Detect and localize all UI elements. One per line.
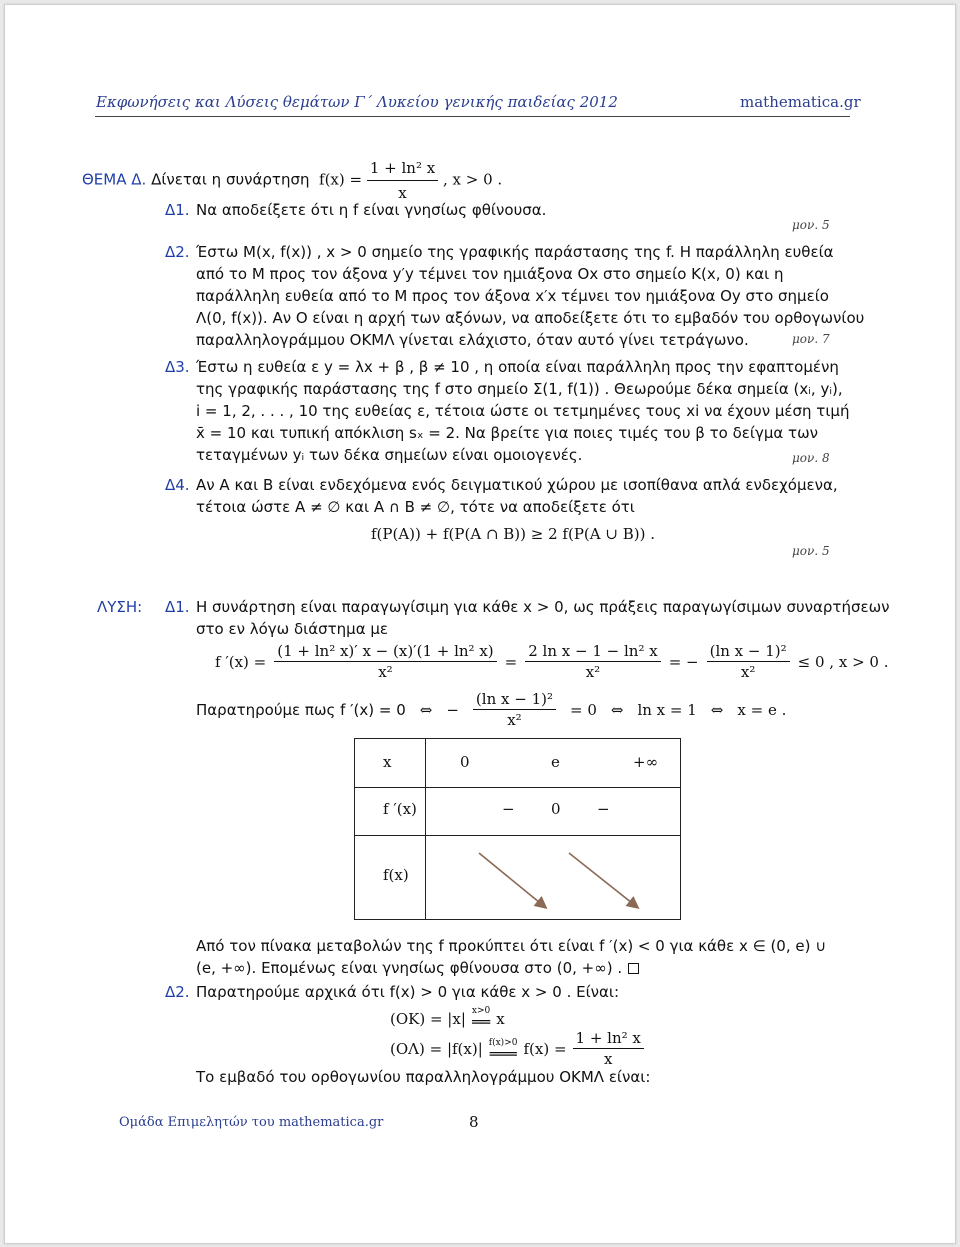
deriv-lhs: f ′(x) = (215, 652, 267, 671)
ol-equation (390, 1029, 644, 1068)
deriv-tail: ≤ 0 , x > 0 . (797, 652, 889, 671)
area-text: Το εμβαδό του ορθογωνίου παραλληλογράμμου OKMΛ είναι: (196, 1068, 651, 1086)
theme-numerator: 1 + ln² x (367, 157, 438, 181)
ol-equals: ═══ (489, 1044, 517, 1063)
d3-points: μον. 8 (792, 451, 830, 465)
obs-mid: = 0 (569, 700, 597, 719)
theme-fx: f(x) = (319, 170, 363, 189)
deriv-num-3: (ln x − 1)² (707, 642, 790, 662)
ol-lhs: (OΛ) = |f(x)| (390, 1039, 483, 1058)
ok-equals: ══ (472, 1013, 491, 1031)
solution-label: ΛΥΣΗ: (97, 598, 143, 616)
deriv-num-1: (1 + ln² x)′ x − (x)′(1 + ln² x) (274, 642, 496, 662)
ok-over-text: x>0 (471, 1006, 491, 1016)
table-x-e: e (551, 753, 560, 771)
theme-statement (82, 157, 502, 204)
page-number: 8 (469, 1113, 479, 1131)
obs-minus: − (446, 700, 459, 719)
decrease-arrow-1 (479, 853, 545, 907)
obs-fraction (473, 690, 556, 729)
table-fprime-zero: 0 (551, 800, 561, 818)
theme-denominator: x (398, 184, 407, 202)
theme-label: ΘΕΜΑ Δ. (82, 170, 147, 189)
ol-overset (488, 1037, 518, 1063)
theme-condition: , x > 0 . (443, 170, 503, 189)
deriv-den-2: x² (585, 663, 601, 681)
decrease-arrow-2 (569, 853, 637, 907)
ok-lhs: (OK) = |x| (390, 1010, 466, 1028)
sol-d2-label: Δ2. (165, 983, 190, 1001)
obs-mid2: ln x = 1 (637, 700, 697, 719)
table-x-label: x (383, 753, 392, 771)
header-title: Εκφωνήσεις και Λύσεις θεμάτων Γ΄ Λυκείου γενικής παιδείας 2012 (96, 93, 618, 111)
d3-line-0: Έστω η ευθεία ε y = λx + β , β ≠ 10 , η οποία είναι παράλληλη προς την εφαπτομένη (196, 358, 839, 376)
deriv-frac-1 (274, 642, 496, 681)
table-f-label: f(x) (383, 866, 409, 884)
d2-line-1: από το M προς τον άξονα y′y τέμνει τον ημιάξονα Ox στο σημείο K(x, 0) και η (196, 265, 784, 283)
obs-iff-1: ⇔ (419, 700, 433, 719)
d2-line-0: Έστω M(x, f(x)) , x > 0 σημείο της γραφικής παράστασης της f. Η παράλληλη ευθεία (196, 243, 834, 261)
page (4, 4, 956, 1244)
ol-den: x (603, 1050, 613, 1068)
deriv-eq: = (504, 652, 518, 671)
table-x-inf: +∞ (633, 753, 659, 771)
d2-points: μον. 7 (792, 332, 830, 346)
after-table-line-0: Από τον πίνακα μεταβολών της f προκύπτει ότι είναι f ′(x) < 0 για κάθε x ∈ (0, e) ∪ (196, 937, 827, 955)
obs-num: (ln x − 1)² (473, 690, 556, 710)
d2-line-4: παραλληλογράμμου OKMΛ γίνεται ελάχιστο, όταν αυτό γίνει τετράγωνο. (196, 331, 749, 349)
table-fprime-sign-1: − (502, 800, 515, 818)
ok-rhs: x (496, 1010, 505, 1028)
ok-overset (471, 1006, 491, 1031)
d3-line-1: της γραφικής παράστασης της f στο σημείο Σ(1, f(1)) . Θεωρούμε δέκα σημεία (xᵢ, yᵢ), (196, 380, 843, 398)
after-table-line-1 (196, 957, 639, 979)
deriv-den-1: x² (378, 663, 393, 681)
d2-label: Δ2. (165, 243, 190, 261)
d2-line-2: παράλληλη ευθεία από το M προς τον άξονα x′x τέμνει τον ημιάξονα Oy στο σημείο (196, 287, 829, 305)
d3-line-4: τεταγμένων yᵢ των δέκα σημείων είναι ομοιογενές. (196, 446, 583, 464)
ol-fraction (573, 1029, 644, 1068)
d3-line-2: i = 1, 2, . . . , 10 της ευθείας ε, τέτοια ώστε οι τετμημένες τους xi να έχουν μέση τιμή (196, 402, 850, 420)
d4-label: Δ4. (165, 476, 190, 494)
ol-mid: f(x) = (523, 1039, 567, 1058)
obs-iff-3: ⇔ (710, 700, 724, 719)
table-x-0: 0 (460, 753, 470, 771)
table-fprime-label: f ′(x) (383, 800, 417, 818)
decrease-arrows (355, 739, 680, 919)
deriv-num-2: 2 ln x − 1 − ln² x (525, 642, 660, 662)
d4-points: μον. 5 (792, 544, 830, 558)
d4-formula: f(P(A)) + f(P(A ∩ B)) ≥ 2 f(P(A ∪ B)) . (371, 525, 655, 543)
d1-points: μον. 5 (792, 218, 830, 232)
footer-team: Ομάδα Επιμελητών του mathematica.gr (119, 1115, 384, 1130)
header-site: mathematica.gr (740, 93, 861, 111)
theme-fraction (367, 157, 438, 204)
obs-iff-2: ⇔ (610, 700, 624, 719)
sol-d1-line-0: Η συνάρτηση είναι παραγωγίσιμη για κάθε x > 0, ως πράξεις παραγωγίσιμων συναρτήσεων (196, 598, 890, 616)
header-rule (95, 116, 850, 117)
d2-line-3: Λ(0, f(x)). Αν O είναι η αρχή των αξόνων, να αποδείξετε ότι το εμβαδόν του ορθογωνίου (196, 309, 865, 327)
deriv-den-3: x² (740, 663, 756, 681)
d4-line-1: τέτοια ώστε A ≠ ∅ και A ∩ B ≠ ∅, τότε να αποδείξετε ότι (196, 498, 635, 516)
d4-line-0: Αν A και B είναι ενδεχόμενα ενός δειγματικού χώρου με ισοπίθανα απλά ενδεχόμενα, (196, 476, 838, 494)
obs-end: x = e . (737, 700, 787, 719)
d1-line-0: Να αποδείξετε ότι η f είναι γνησίως φθίνουσα. (196, 201, 547, 219)
sol-d1-line-1: στο εν λόγω διάστημα με (196, 620, 389, 638)
d3-label: Δ3. (165, 358, 190, 376)
sol-d1-label: Δ1. (165, 598, 190, 616)
observation-line (196, 690, 786, 729)
obs-den: x² (507, 711, 522, 729)
deriv-frac-2 (525, 642, 660, 681)
d3-line-3: x̄ = 10 και τυπική απόκλιση sₓ = 2. Να βρείτε για ποιες τιμές του β το δείγμα των (196, 424, 819, 442)
variation-table (354, 738, 681, 920)
ol-over-text: f(x)>0 (488, 1037, 518, 1048)
deriv-frac-3 (707, 642, 790, 681)
derivative-formula (215, 642, 888, 681)
after-table-line-1-text: (e, +∞). Επομένως είναι γνησίως φθίνουσα στο (0, +∞) . (196, 959, 623, 977)
d1-label: Δ1. (165, 201, 190, 219)
qed-square-icon (628, 963, 639, 974)
ol-num: 1 + ln² x (573, 1029, 644, 1049)
theme-intro: Δίνεται η συνάρτηση (151, 170, 310, 189)
table-fprime-sign-2: − (597, 800, 610, 818)
obs-text: Παρατηρούμε πως f ′(x) = 0 (196, 700, 406, 719)
sol-d2-text: Παρατηρούμε αρχικά ότι f(x) > 0 για κάθε x > 0 . Είναι: (196, 983, 620, 1001)
deriv-eq2: = − (668, 652, 699, 671)
ok-equation (390, 1006, 505, 1031)
